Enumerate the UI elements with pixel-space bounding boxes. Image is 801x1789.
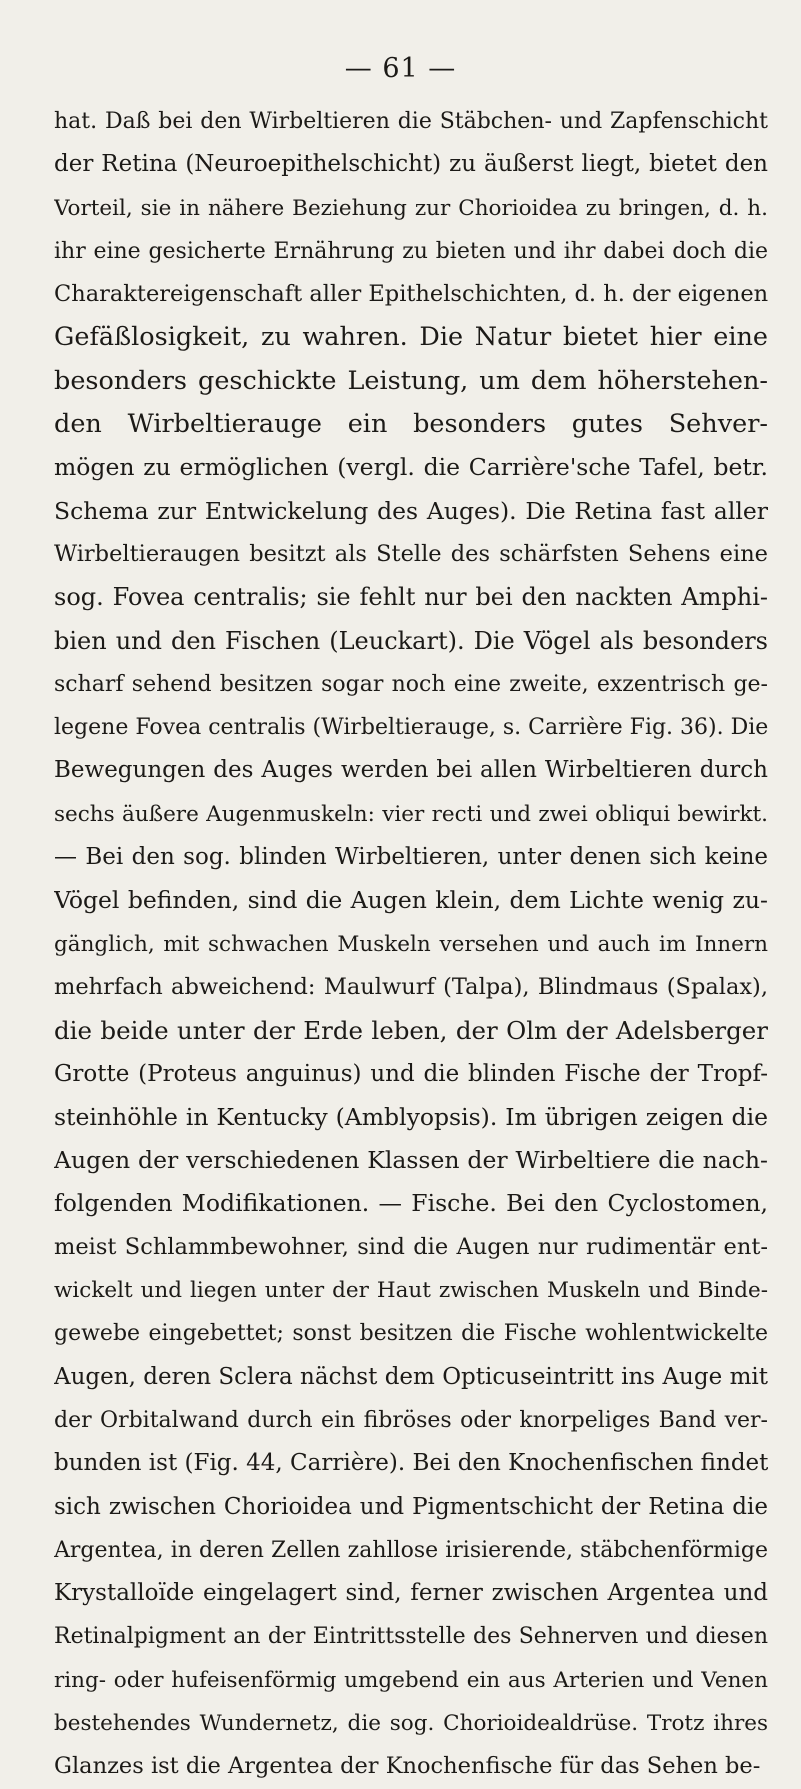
text-line: sechs äußere Augenmuskeln: vier recti und zwei obliqui bewirkt. <box>54 801 768 827</box>
text-line: steinhöhle in Kentucky (Amblyopsis). Im übrigen zeigen die <box>54 1102 768 1131</box>
text-line: bien und den Fischen (Leuckart). Die Vögel als besonders <box>54 626 768 655</box>
text-line: Bewegungen des Auges werden bei allen Wirbeltieren durch <box>54 757 768 784</box>
text-line: Wirbeltieraugen besitzt als Stelle des schärfsten Sehens eine <box>54 540 768 567</box>
text-line: ihr eine gesicherte Ernährung zu bieten und ihr dabei doch die <box>54 238 768 264</box>
text-line: den Wirbeltierauge ein besonders gutes Sehver- <box>54 409 768 440</box>
text-line: gänglich, mit schwachen Muskeln versehen und auch im Innern <box>54 931 768 957</box>
text-line: Grotte (Proteus anguinus) und die blinden Fische der Tropf- <box>54 1060 768 1087</box>
text-line: sog. Fovea centralis; sie fehlt nur bei den nackten Amphi- <box>54 583 768 612</box>
text-line: ring- oder hufeisenförmig umgebend ein aus Arterien und Venen <box>54 1667 768 1693</box>
text-line: der Retina (Neuroepithelschicht) zu äußerst liegt, bietet den <box>54 151 768 178</box>
text-line: Vögel befinden, sind die Augen klein, dem Lichte wenig zu- <box>54 886 768 915</box>
text-line: Augen, deren Sclera nächst dem Opticuseintritt ins Auge mit <box>54 1363 768 1390</box>
text-line: meist Schlammbewohner, sind die Augen nur rudimentär ent- <box>54 1233 768 1260</box>
text-line: Schema zur Entwickelung des Auges). Die Retina fast aller <box>54 496 768 525</box>
text-line: die beide unter der Erde leben, der Olm der Adelsberger <box>54 1016 768 1046</box>
text-line: bunden ist (Fig. 44, Carrière). Bei den Knochenfischen findet <box>54 1450 768 1477</box>
text-line: der Orbitalwand durch ein fibröses oder knorpeliges Band ver- <box>54 1407 768 1433</box>
text-line: Krystalloïde eingelagert sind, ferner zwischen Argentea und <box>54 1580 768 1607</box>
text-line: scharf sehend besitzen sogar noch eine zweite, exzentrisch ge- <box>54 671 768 697</box>
text-line: mehrfach abweichend: Maulwurf (Talpa), Blindmaus (Spalax), <box>54 973 768 1000</box>
text-line: Charaktereigenschaft aller Epithelschichten, d. h. der eigenen <box>54 281 768 308</box>
text-line: Gefäßlosigkeit, zu wahren. Die Natur bietet hier eine <box>54 322 768 353</box>
text-line: Retinalpigment an der Eintrittsstelle des Sehnerven und diesen <box>54 1624 768 1650</box>
body-text <box>54 100 768 1789</box>
text-line: sich zwischen Chorioidea und Pigmentschicht der Retina die <box>54 1493 768 1520</box>
text-line: mögen zu ermöglichen (vergl. die Carrière'sche Tafel, betr. <box>54 453 768 482</box>
text-line: gewebe eingebettet; sonst besitzen die Fische wohlentwickelte <box>54 1321 768 1347</box>
text-line: Glanzes ist die Argentea der Knochenfische für das Sehen be- <box>54 1753 761 1780</box>
text-line: folgenden Modifikationen. — Fische. Bei den Cyclostomen, <box>54 1189 768 1218</box>
text-line: Argentea, in deren Zellen zahllose irisierende, stäbchenförmige <box>54 1537 768 1563</box>
text-line: wickelt und liegen unter der Haut zwischen Muskeln und Binde- <box>54 1278 768 1304</box>
text-line: hat. Daß bei den Wirbeltieren die Stäbchen- und Zapfenschicht <box>54 109 768 134</box>
text-line: Augen der verschiedenen Klassen der Wirbeltiere die nach- <box>54 1146 768 1175</box>
text-line: legene Fovea centralis (Wirbeltierauge, s. Carrière Fig. 36). Die <box>54 715 768 741</box>
text-line: Vorteil, sie in nähere Beziehung zur Chorioidea zu bringen, d. h. <box>54 195 768 221</box>
page-number: — 61 — <box>344 53 457 84</box>
text-line: — Bei den sog. blinden Wirbeltieren, unter denen sich keine <box>54 844 768 871</box>
text-line: bestehendes Wundernetz, die sog. Chorioidealdrüse. Trotz ihres <box>54 1710 768 1736</box>
text-line: besonders geschickte Leistung, um dem höherstehen- <box>54 365 768 396</box>
